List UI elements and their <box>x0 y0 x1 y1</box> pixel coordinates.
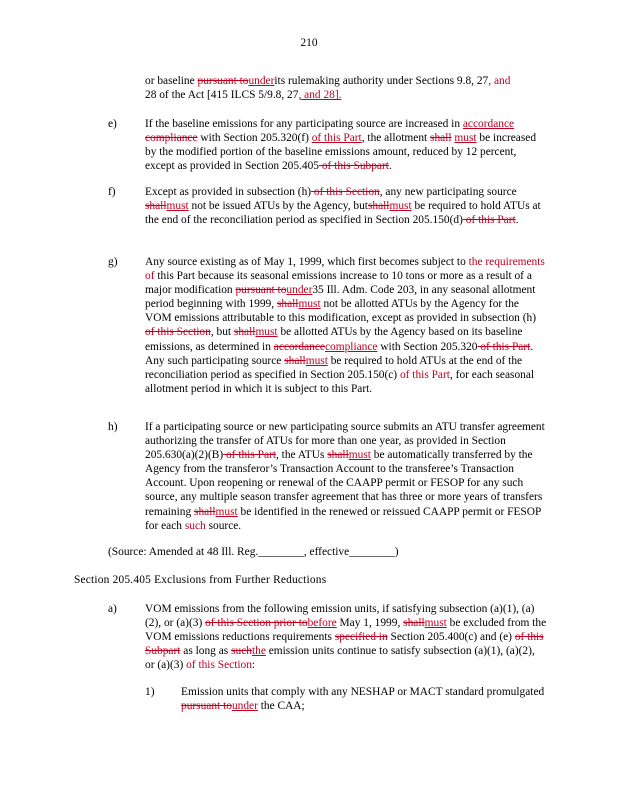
inserted-text: must <box>348 449 371 462</box>
deleted-text: shall <box>284 354 306 367</box>
inserted-text: must <box>166 200 189 213</box>
deleted-text: such <box>231 645 252 658</box>
paragraph-label: g) <box>108 256 118 268</box>
deleted-text: shall <box>194 505 216 518</box>
subparagraph-text: Emission units that comply with any NESHAP or MACT standard promulgated pursuant tounder the CAA; <box>181 686 545 713</box>
deleted-text: shall <box>145 200 167 213</box>
inserted-text: must <box>389 200 412 213</box>
inserted-text: under <box>248 75 275 87</box>
blank-field: ________ <box>349 546 395 558</box>
deleted-text: of this Part <box>223 449 276 462</box>
deleted-text: shall <box>430 132 452 145</box>
deleted-text: of this Section prior to <box>205 617 308 630</box>
paragraph-text: If a participating source or new participating source submits an ATU transfer agreement authorizing the transfer of ATUs for more than one year, as provided in Section 205.630(a)(2)(B) of this Part, the ATUs shallmust be automatically transferred by the Agency from the transferor’s Transaction Account to the transferee’s Transaction Account. Upon reopening or renewal of the CAAPP permit or FESOP for any such source, any multiple season transfer agreement that has three or more years of transfers remaining shallmust be identified in the renewed or reissued CAAPP permit or FESOP for each such source. <box>145 421 545 532</box>
deleted-text: of this Subpart <box>319 160 389 173</box>
paragraph-label: h) <box>108 421 118 433</box>
paragraph-text: VOM emissions from the following emission units, if satisfying subsection (a)(1), (a)(2), or (a)(3) of this Section prior tobefore May 1, 1999, shallmust be excluded from the VOM emissions reductions requirements specified in Section 205.400(c) and (e) of this Subpart as long as suchthe emission units continue to satisfy subsection (a)(1), (a)(2), or (a)(3) of this Section: <box>145 603 547 672</box>
text: 28 of the Act [415 ILCS 5/9.8, 27 <box>145 89 299 102</box>
continuation-paragraph <box>145 74 547 102</box>
inserted-text: accordance <box>462 118 515 130</box>
inserted-text: compliance <box>324 340 378 353</box>
inserted-text: before <box>307 617 337 630</box>
inserted-text: must <box>215 505 238 518</box>
deleted-text: shall <box>233 326 256 339</box>
deleted-text: accordance <box>273 340 325 353</box>
text: or baseline <box>145 75 198 87</box>
inserted-text: under <box>231 700 258 713</box>
inserted-text: , and 28]. <box>298 89 342 102</box>
inserted-text: of this Part <box>399 368 450 381</box>
paragraph-text: If the baseline emissions for any participating source are increased in accordance compliance with Section 205.320(f) of this Part, the allotment shall must be increased by the modified portion of the baseline emissions amount, reduced by 12 percent, except as provided in Section 205.405 of this Subpart. <box>145 118 537 173</box>
deleted-text: shall <box>367 200 390 213</box>
text: its rulemaking authority under Sections 9.8, 27 <box>274 75 489 87</box>
source-note: (Source: Amended at 48 Ill. Reg.________, effective________) <box>108 546 399 558</box>
inserted-text: under <box>286 284 313 297</box>
paragraph-label: e) <box>108 118 117 130</box>
deleted-text: pursuant to <box>181 700 232 713</box>
deleted-text: of this Section <box>311 186 380 198</box>
inserted-text: must <box>255 326 278 339</box>
subparagraph-label: 1) <box>145 686 155 698</box>
deleted-text: shall <box>403 617 425 630</box>
inserted-text: of this Part <box>311 132 362 145</box>
deleted-text: shall <box>276 298 299 311</box>
paragraph-text: Any source existing as of May 1, 1999, which first becomes subject to the requirements of this Part because its seasonal emissions increase to 10 tons or more as a result of a major modification pursuant tounder35 Ill. Adm. Code 203, in any seasonal allotment period beginning with 1999, shallmust not be allotted ATUs by the Agency for the VOM emissions attributable to this modification, except as provided in subsection (h) of this Section, but shallmust be allotted ATUs by the Agency based on its baseline emissions, as determined in accordancecompliance with Section 205.320 of this Part. Any such participating source shallmust be required to hold ATUs at the end of the reconciliation period as specified in Section 205.150(c) of this Part, for each seasonal allotment period in which it is subject to this Part. <box>145 256 545 395</box>
paragraph-label: f) <box>108 186 116 198</box>
deleted-text: pursuant to <box>197 75 249 87</box>
page-number: 210 <box>300 37 318 49</box>
inserted-text: of this Section <box>186 659 252 672</box>
deleted-text: specified in <box>334 631 388 644</box>
inserted-text: must <box>424 617 447 630</box>
inserted-text: must <box>298 298 321 311</box>
inserted-text: , and <box>488 75 511 87</box>
deleted-text: compliance <box>145 132 198 145</box>
deleted-text: shall <box>327 449 349 462</box>
inserted-text: must <box>305 354 328 367</box>
section-heading: Section 205.405 Exclusions from Further Reductions <box>74 574 327 586</box>
deleted-text: pursuant to <box>235 284 287 297</box>
inserted-text: must <box>454 132 477 145</box>
deleted-text: of this Part <box>477 340 531 353</box>
paragraph-text: Except as provided in subsection (h) of this Section, any new participating source shallmust not be issued ATUs by the Agency, butshallmust be required to hold ATUs at the end of the reconciliation period as specified in Section 205.150(d) of this Part. <box>145 186 541 227</box>
blank-field: ________ <box>258 546 304 558</box>
paragraph-label: a) <box>108 603 117 615</box>
inserted-text: such <box>184 519 206 532</box>
deleted-text: of this Subpart <box>145 631 544 658</box>
inserted-text: the requirements of <box>145 256 545 283</box>
inserted-text: the <box>251 645 266 658</box>
deleted-text: of this Part <box>462 214 516 227</box>
deleted-text: of this Section <box>145 326 211 339</box>
